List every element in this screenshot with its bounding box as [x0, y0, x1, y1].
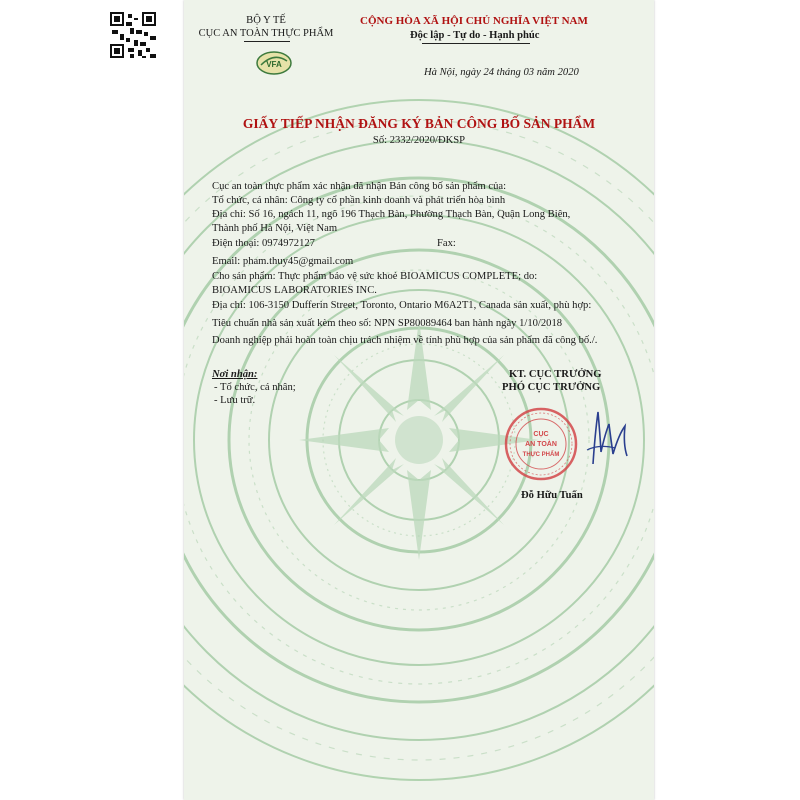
stamp-text: AN TOÀN: [525, 441, 557, 448]
signatory-title-1: KT. CỤC TRƯỞNG: [509, 369, 602, 380]
place-date: Hà Nội, ngày 24 tháng 03 năm 2020: [424, 67, 579, 78]
stamp-text: CỤC: [533, 431, 549, 438]
nation-name: CỘNG HÒA XÃ HỘI CHỦ NGHĨA VIỆT NAM: [360, 15, 588, 27]
product-address-line: Địa chỉ: 106-3150 Dufferin Street, Toronto, Ontario M6A2T1, Canada sản xuất, phù hợp:: [212, 300, 592, 311]
email-line: Email: pham.thuy45@gmail.com: [212, 256, 354, 267]
qr-code: [108, 10, 158, 60]
intro-line: Cục an toàn thực phẩm xác nhận đã nhận Bản công bố sản phẩm của:: [212, 181, 507, 192]
product-line-1: Cho sản phẩm: Thực phẩm bảo vệ sức khoẻ BIOAMICUS COMPLETE; do:: [212, 271, 538, 282]
recipients-label: Nơi nhận:: [212, 369, 258, 380]
standard-line: Tiêu chuẩn nhà sản xuất kèm theo số: NPN SP80089464 ban hành ngày 1/10/2018: [212, 318, 563, 329]
ministry-name: BỘ Y TẾ: [246, 15, 286, 26]
product-line-2: BIOAMICUS LABORATORIES INC.: [212, 285, 377, 296]
national-motto: Độc lập - Tự do - Hạnh phúc: [410, 30, 540, 41]
department-name: CỤC AN TOÀN THỰC PHẨM: [198, 28, 334, 39]
responsibility-line: Doanh nghiệp phải hoàn toàn chịu trách nhiệm về tính phù hợp của sản phẩm đã công bố./.: [212, 335, 598, 346]
vfa-logo: [255, 50, 293, 76]
address-line-1: Địa chỉ: Số 16, ngách 11, ngõ 196 Thạch Bàn, Phường Thạch Bàn, Quận Long Biên,: [212, 209, 571, 220]
address-line-2: Thành phố Hà Nội, Việt Nam: [212, 223, 338, 234]
motto-underline: [422, 43, 530, 44]
department-underline: [244, 41, 290, 42]
logo-text: VFA: [266, 60, 282, 69]
signatory-name: Đỗ Hữu Tuấn: [521, 490, 583, 501]
document-number: Số: 2332/2020/ĐKSP: [372, 135, 466, 146]
document-title: GIẤY TIẾP NHẬN ĐĂNG KÝ BẢN CÔNG BỐ SẢN PHẨM: [242, 116, 596, 131]
recipient-item: - Lưu trữ.: [214, 395, 256, 406]
handwritten-signature: [565, 404, 635, 468]
fax-line: Fax:: [437, 238, 456, 249]
recipient-item: - Tổ chức, cá nhân;: [214, 382, 296, 393]
signatory-title-2: PHÓ CỤC TRƯỞNG: [502, 382, 601, 393]
organization-line: Tổ chức, cá nhân: Công ty cổ phần kinh doanh và phát triển hòa bình: [212, 195, 506, 206]
phone-line: Điện thoại: 0974972127: [212, 238, 315, 249]
stamp-text: THỰC PHẨM: [522, 452, 560, 458]
